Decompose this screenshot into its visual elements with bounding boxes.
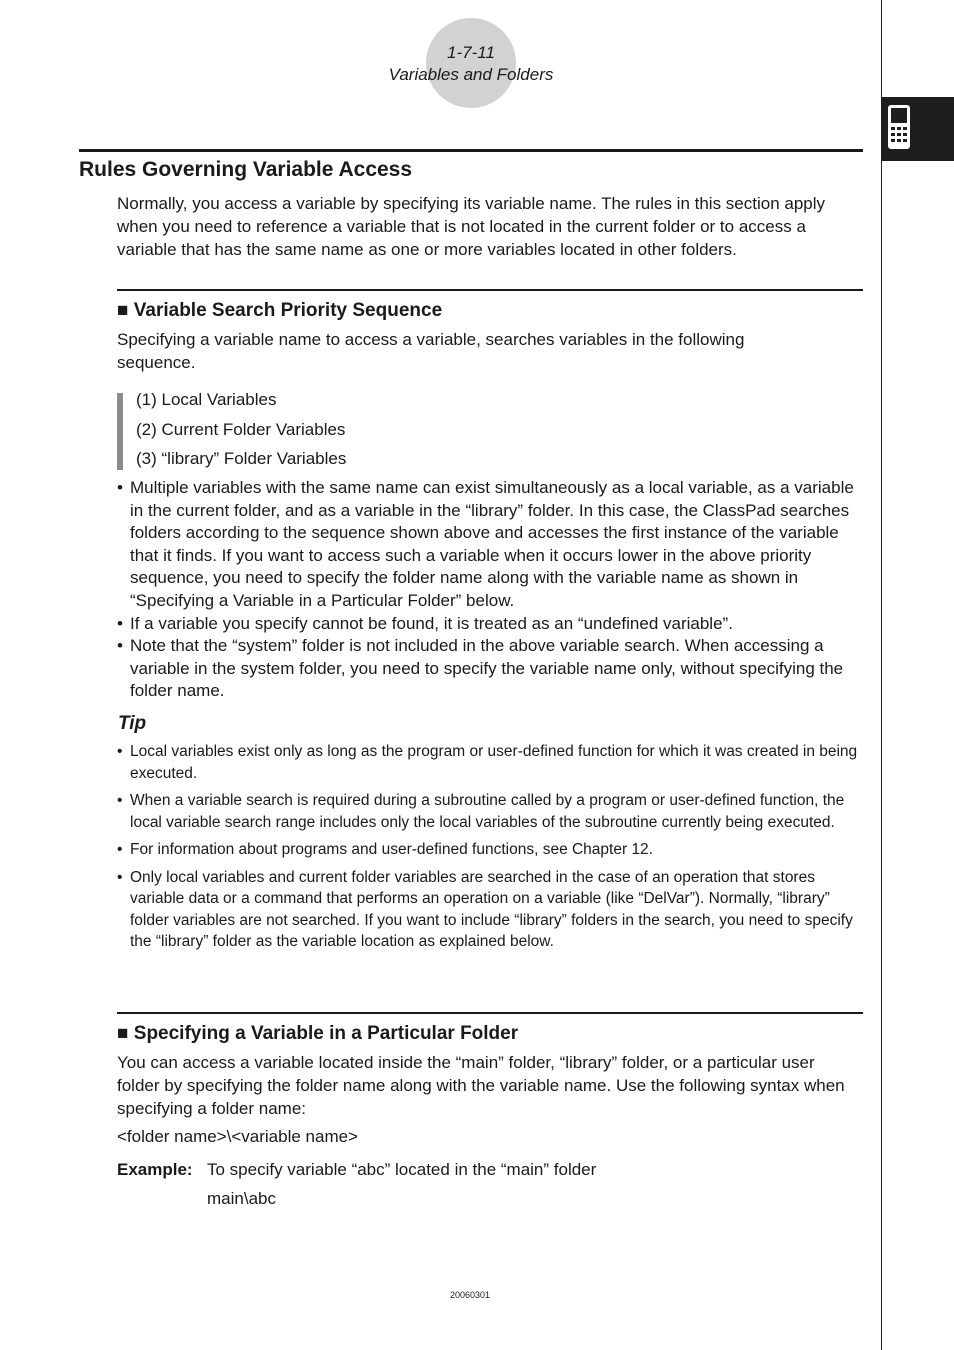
search-intro: Specifying a variable name to access a variable, searches variables in the following sequence. (117, 330, 745, 372)
footer-code: 20060301 (449, 1290, 491, 1300)
section-title: Variables and Folders (388, 65, 554, 84)
section-rule (117, 1012, 863, 1014)
list-item: • Only local variables and current folder variables are searched in the case of an operation that stores variable data or a command that performs an operation on a variable (like “DelVar”). Normally, “library” folder variables are not searched. If you want to include “library” folders in the search, you need to specify the “library” folder as the variable location as explained below. (117, 868, 853, 950)
example-code: main\abc (207, 1189, 276, 1208)
square-bullet-icon: ■ (117, 300, 129, 321)
list-item: • When a variable search is required during a subroutine called by a program or user-defined function, the local variable search range includes only the local variables of the subroutine currently being executed. (117, 792, 845, 831)
intro-paragraph: Normally, you access a variable by specifying its variable name. The rules in this section apply when you need to reference a variable that is not located in the current folder or to access a variable that has the same name as one or more variables located in other folders. (117, 194, 826, 259)
list-item: • Local variables exist only as long as the program or user-defined function for which it was created in being executed. (117, 743, 858, 782)
list-item: • Multiple variables with the same name can exist simultaneously as a local variable, as a variable in the current folder, and as a variable in the “library” folder. In this case, the ClassPad searches folders according to the sequence shown above and accesses the first instance of the variable that it finds. If you want to access such a variable when it occurs lower in the above priority sequence, you need to specify the folder name along with the variable name as shown in “Specifying a Variable in a Particular Folder” below. (117, 478, 854, 610)
sequence-item: (3) “library” Folder Variables (136, 449, 347, 468)
sequence-item: (2) Current Folder Variables (136, 420, 346, 439)
example-text: To specify variable “abc” located in the “main” folder (207, 1160, 597, 1179)
tip-list (117, 741, 867, 959)
search-heading (117, 300, 442, 322)
header-circle (426, 18, 516, 108)
folder-heading (117, 1023, 518, 1045)
search-heading-text: Variable Search Priority Sequence (133, 300, 443, 321)
sequence-bar (117, 393, 123, 470)
page-heading: Rules Governing Variable Access (79, 158, 413, 181)
page-number: 1-7-11 (447, 43, 495, 62)
search-bullets (117, 477, 865, 703)
sequence-item: (1) Local Variables (136, 390, 277, 409)
margin-rule (881, 0, 882, 1350)
list-item: • For information about programs and user-defined functions, see Chapter 12. (117, 841, 653, 858)
folder-heading-text: Specifying a Variable in a Particular Folder (133, 1023, 519, 1044)
syntax-line: <folder name>\<variable name> (117, 1127, 358, 1146)
square-bullet-icon: ■ (117, 1023, 129, 1044)
tip-label: Tip (118, 713, 147, 734)
folder-intro: You can access a variable located inside the “main” folder, “library” folder, or a particular user folder by specifying the folder name along with the variable name. Use the following syntax when specifying a folder name: (117, 1053, 845, 1118)
calculator-icon (887, 104, 911, 150)
list-item: • Note that the “system” folder is not included in the above variable search. When accessing a variable in the system folder, you need to specify the variable name only, without specifying the folder name. (117, 636, 844, 701)
list-item: • If a variable you specify cannot be found, it is treated as an “undefined variable”. (117, 613, 733, 633)
section-rule (117, 289, 863, 291)
heading-rule (79, 149, 863, 152)
example-label: Example: (117, 1160, 193, 1179)
